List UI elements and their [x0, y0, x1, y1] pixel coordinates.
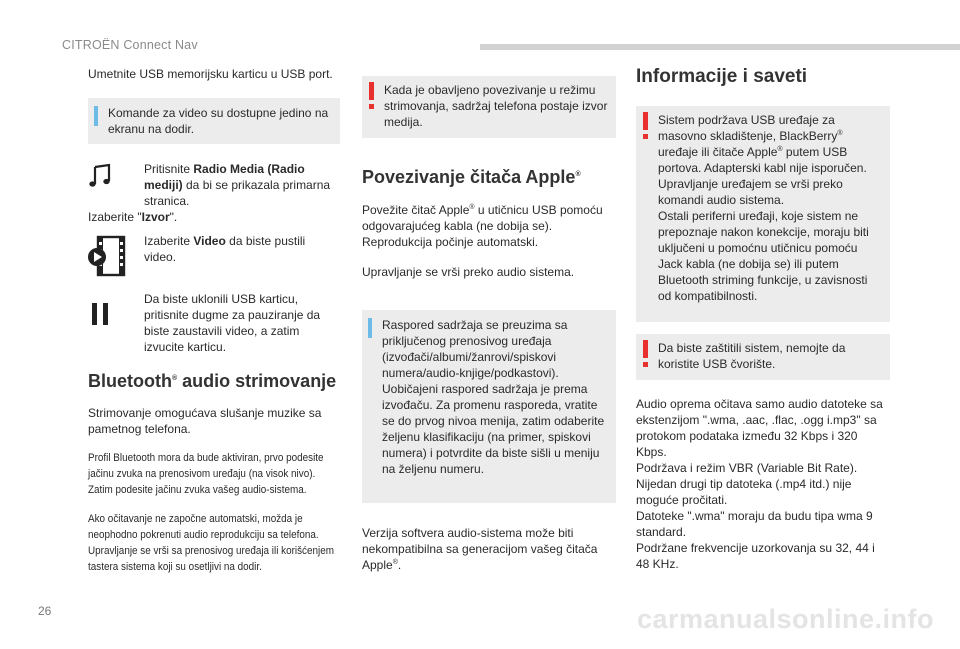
warn1-a: Sistem podržava USB uređaje za masovno skladištenje, BlackBerry	[658, 113, 838, 143]
p1-sup: ®	[469, 204, 475, 211]
step1-bold: Radio Media (Radio mediji)	[144, 162, 305, 192]
step-radio-media	[88, 161, 340, 209]
step2-post: da biste pustili video.	[144, 234, 306, 264]
note-b: Uobičajeni raspored sadržaja je prema izvođaču. Za promenu rasporeda, vratite se do prvog nivoa menija, zatim odaberite željenu klasifikaciju (na primer, spiskovi numera) i potvrdite da biste sišli u meniju na željenu numeru.	[382, 382, 605, 476]
step-select-source	[88, 209, 340, 225]
bt-paragraph-1: Strimovanje omogućava slušanje muzike sa pametnog telefona.	[88, 406, 322, 436]
step3-text: Da biste uklonili USB karticu, pritisnite dugme za pauziranje da biste zaustavili video, a zatim izvucite karticu.	[144, 292, 321, 354]
warn1-d: Upravljanje uređajem se vrši preko komandi audio sistema.	[658, 177, 843, 207]
warning-streaming	[362, 76, 616, 138]
p1-a: Povežite čitač Apple	[362, 203, 470, 217]
warning-usb-support	[636, 106, 890, 322]
apple-paragraph-1	[362, 202, 616, 234]
info-mark-icon	[368, 318, 372, 338]
bt-title: Bluetooth	[88, 371, 172, 391]
apple-paragraph-3	[362, 525, 616, 573]
column-1	[88, 66, 340, 575]
warning-mark-icon	[643, 112, 648, 130]
step1b-pre: Izaberite "	[88, 210, 142, 224]
column-2	[362, 76, 616, 573]
note-a: Raspored sadržaja se preuzima sa priključenog prenosivog uređaja (izvođači/albumi/žanrovi/spiskovi numera/audio-knjige/podkastovi).	[382, 318, 568, 380]
note-text: Komande za video su dostupne jedino na ekranu na dodir.	[108, 106, 329, 136]
intro-text: Umetnite USB memorijsku karticu u USB port.	[88, 67, 333, 81]
step1b-post: ".	[169, 210, 178, 224]
step2-bold: Video	[193, 234, 226, 248]
p3-sup: ®	[392, 559, 398, 566]
apple-paragraph-2: Upravljanje se vrši preko audio sistema.	[362, 265, 575, 279]
format-p4: Datoteke ".wma" moraju da budu tipa wma 9 standard.	[636, 509, 873, 539]
step1-pre: Pritisnite	[144, 162, 194, 176]
watermark: carmanualsonline.info	[636, 604, 934, 634]
info-mark-icon	[94, 106, 98, 126]
p3-a: Verzija softvera audio-sistema može biti nekompatibilna sa generacijom vašeg čitača Apple	[362, 526, 598, 572]
step-video	[88, 233, 340, 281]
bt-p2b: Zatim podesite jačinu zvuka vašeg audio-sistema.	[88, 484, 307, 496]
apple-paragraph-1c: Reprodukcija počinje automatski.	[362, 235, 539, 249]
pause-icon	[88, 301, 114, 327]
step1b-bold: Izvor	[141, 210, 170, 224]
warn1-b: uređaje ili čitače Apple	[658, 145, 778, 159]
info-note-layout	[362, 310, 616, 503]
audio-format-info	[636, 396, 890, 572]
warning-mark-icon	[643, 340, 648, 358]
bt-p2a: Profil Bluetooth mora da bude aktiviran, prvo podesite jačinu zvuka na prenosivom uređaju (na visok nivo).	[88, 452, 324, 480]
p3-b: .	[397, 558, 402, 572]
warn1-sup2: ®	[777, 146, 783, 153]
warn2-text: Da biste zaštitili sistem, nemojte da koristite USB čvorište.	[658, 341, 846, 371]
format-p1: Audio oprema očitava samo audio datoteke sa ekstenzijom ".wma, .aac, .flac, .ogg i.mp3" sa protokom podataka između 32 Kbps i 320 Kbps.	[636, 397, 883, 459]
format-p5: Podržane frekvencije uzorkovanja su 32, 44 i 48 KHz.	[636, 541, 875, 571]
header-bar	[480, 44, 960, 50]
bt-paragraph-2	[88, 450, 340, 498]
step-pause	[88, 291, 340, 355]
bluetooth-section-title	[88, 370, 340, 392]
apple-title-sup: ®	[575, 171, 581, 178]
warning-mark-icon	[369, 82, 374, 100]
bt-p3: Ako očitavanje ne započne automatski, možda je neophodno pokrenuti audio reprodukciju sa telefona. Upravljanje se vrši sa prenosivog uređaja ili korišćenjem tastera sistema koji su osetljivi na dodir.	[88, 513, 334, 573]
bt-title-rest: audio strimovanje	[177, 371, 337, 391]
warn1-e: Ostali periferni uređaji, koje sistem ne prepoznaje nakon konekcije, moraju biti uključeni u pomoćnu utičnicu pomoću Jack kabla (ne dobija se) ili putem Bluetooth striming funkcije, u zavisnosti od kompatibilnosti.	[658, 209, 869, 303]
warn1-sup1: ®	[837, 130, 843, 137]
info-section-title: Informacije i saveti	[636, 66, 808, 87]
video-icon	[86, 235, 128, 277]
step2-pre: Izaberite	[144, 234, 194, 248]
page-number: 26	[38, 604, 52, 618]
warning-usb-hub	[636, 334, 890, 380]
info-note-video	[88, 98, 340, 144]
p1-b: u utičnicu USB pomoću odgovarajućeg kabla (ne dobija se).	[362, 203, 603, 233]
bt-title-sup: ®	[171, 375, 178, 382]
header-title: CITROËN Connect Nav	[62, 38, 198, 52]
step1-post: da bi se prikazala primarna stranica.	[144, 178, 331, 208]
warn1-c: putem USB portova. Adapterski kabl nije isporučen.	[658, 145, 867, 175]
warning-text: Kada je obavljeno povezivanje u režimu strimovanja, sadržaj telefona postaje izvor medija.	[384, 83, 608, 129]
music-note-icon	[88, 163, 114, 189]
apple-section-title	[362, 166, 616, 188]
bt-paragraph-3	[88, 511, 340, 575]
column-3	[636, 66, 890, 572]
format-p2: Podržava i režim VBR (Variable Bit Rate).	[636, 461, 858, 475]
format-p3: Nijedan drugi tip datoteka (.mp4 itd.) nije moguće pročitati.	[636, 477, 852, 507]
apple-title: Povezivanje čitača Apple	[362, 167, 576, 187]
